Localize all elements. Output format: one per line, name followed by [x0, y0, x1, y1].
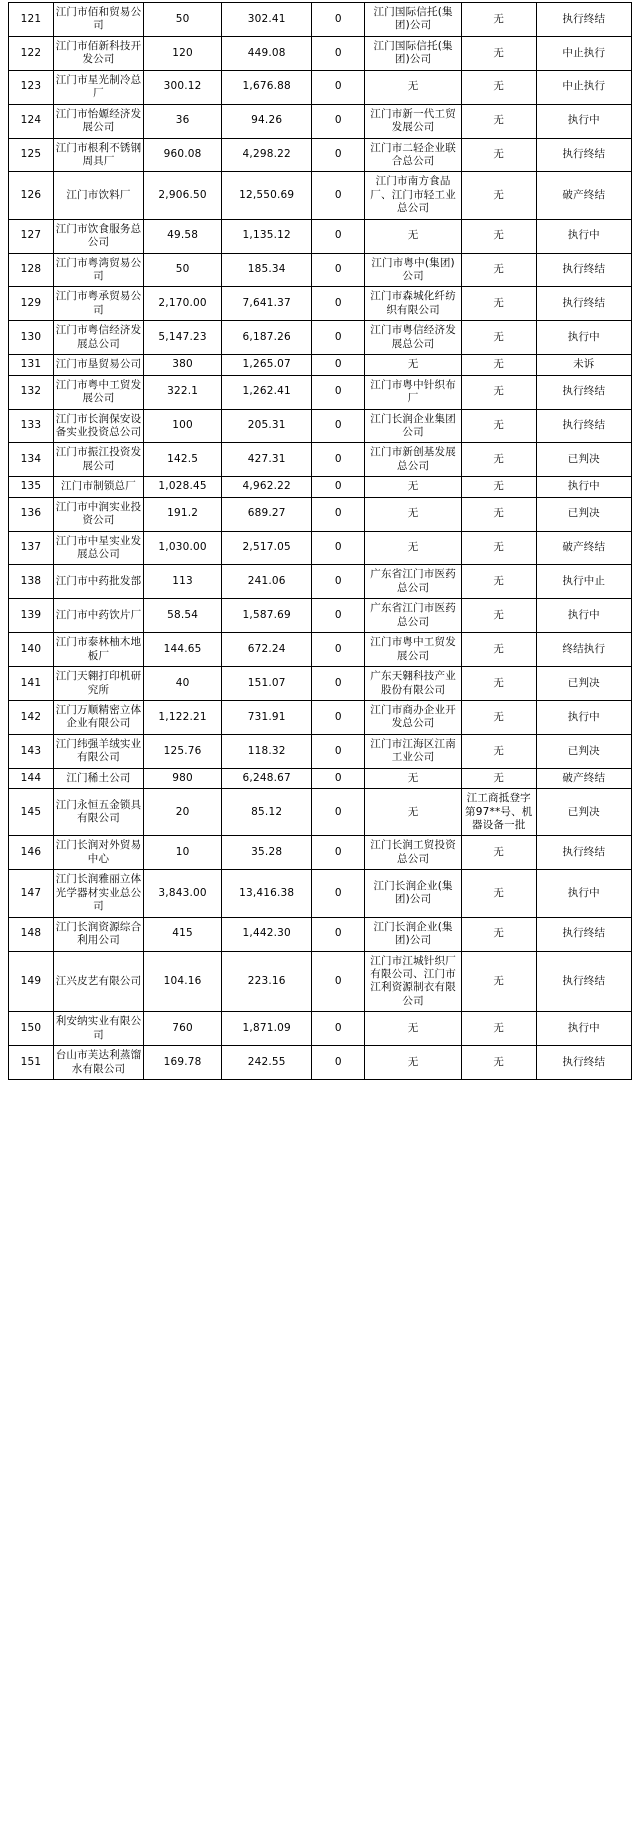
- debtor-table: [8, 2, 632, 1080]
- cell-case-status: 已判决: [536, 734, 631, 768]
- cell-debtor-name: 江门市粤信经济发展总公司: [53, 321, 143, 355]
- cell-debtor-name: 江门天翱打印机研究所: [53, 667, 143, 701]
- cell-mortgage: 无: [461, 870, 536, 917]
- cell-index: 123: [9, 70, 54, 104]
- cell-index: 138: [9, 565, 54, 599]
- cell-mortgage: 无: [461, 1012, 536, 1046]
- cell-mortgage: 无: [461, 531, 536, 565]
- cell-principal: 104.16: [144, 951, 222, 1012]
- cell-mortgage: 无: [461, 3, 536, 37]
- table-row: [9, 443, 632, 477]
- table-row: [9, 836, 632, 870]
- cell-interest: 0: [312, 172, 365, 219]
- cell-mortgage: 无: [461, 104, 536, 138]
- table-row: [9, 497, 632, 531]
- cell-guarantor: 江门长润工贸投资总公司: [365, 836, 462, 870]
- cell-mortgage: 无: [461, 172, 536, 219]
- cell-interest: 0: [312, 1012, 365, 1046]
- cell-mortgage: 无: [461, 355, 536, 375]
- table-body: [9, 3, 632, 1080]
- cell-principal: 142.5: [144, 443, 222, 477]
- cell-principal: 36: [144, 104, 222, 138]
- table-row: [9, 667, 632, 701]
- cell-case-status: 执行终结: [536, 253, 631, 287]
- cell-index: 139: [9, 599, 54, 633]
- cell-total-claim: 1,676.88: [222, 70, 312, 104]
- cell-debtor-name: 江门市振江投资发展公司: [53, 443, 143, 477]
- cell-index: 128: [9, 253, 54, 287]
- cell-debtor-name: 江门市粤承贸易公司: [53, 287, 143, 321]
- cell-debtor-name: 江门市粤湾贸易公司: [53, 253, 143, 287]
- cell-case-status: 执行中: [536, 870, 631, 917]
- cell-interest: 0: [312, 375, 365, 409]
- cell-case-status: 已判决: [536, 667, 631, 701]
- cell-mortgage: 无: [461, 565, 536, 599]
- cell-principal: 960.08: [144, 138, 222, 172]
- cell-principal: 50: [144, 3, 222, 37]
- cell-mortgage: 无: [461, 375, 536, 409]
- cell-total-claim: 185.34: [222, 253, 312, 287]
- cell-mortgage: 无: [461, 70, 536, 104]
- cell-case-status: 中止执行: [536, 36, 631, 70]
- table-row: [9, 633, 632, 667]
- cell-principal: 191.2: [144, 497, 222, 531]
- table-row: [9, 375, 632, 409]
- cell-guarantor: 广东天翱科技产业股份有限公司: [365, 667, 462, 701]
- cell-case-status: 执行中: [536, 599, 631, 633]
- cell-mortgage: 无: [461, 497, 536, 531]
- cell-guarantor: 江门市商办企业开发总公司: [365, 700, 462, 734]
- cell-interest: 0: [312, 497, 365, 531]
- cell-debtor-name: 江门市泰林柚木地板厂: [53, 633, 143, 667]
- cell-mortgage: 无: [461, 768, 536, 788]
- cell-interest: 0: [312, 138, 365, 172]
- cell-total-claim: 6,248.67: [222, 768, 312, 788]
- cell-principal: 1,122.21: [144, 700, 222, 734]
- cell-mortgage: 无: [461, 36, 536, 70]
- cell-mortgage: 无: [461, 287, 536, 321]
- cell-total-claim: 241.06: [222, 565, 312, 599]
- cell-guarantor: 无: [365, 789, 462, 836]
- cell-interest: 0: [312, 287, 365, 321]
- cell-principal: 3,843.00: [144, 870, 222, 917]
- table-row: [9, 253, 632, 287]
- cell-interest: 0: [312, 599, 365, 633]
- cell-principal: 300.12: [144, 70, 222, 104]
- cell-guarantor: 江门市新一代工贸发展公司: [365, 104, 462, 138]
- cell-debtor-name: 台山市芙达利蒸馏水有限公司: [53, 1046, 143, 1080]
- cell-interest: 0: [312, 104, 365, 138]
- cell-interest: 0: [312, 836, 365, 870]
- cell-index: 131: [9, 355, 54, 375]
- cell-debtor-name: 江门市粤中工贸发展公司: [53, 375, 143, 409]
- table-row: [9, 734, 632, 768]
- table-row: [9, 1046, 632, 1080]
- table-row: [9, 477, 632, 497]
- cell-mortgage: 无: [461, 951, 536, 1012]
- cell-guarantor: 无: [365, 355, 462, 375]
- cell-total-claim: 449.08: [222, 36, 312, 70]
- cell-guarantor: 无: [365, 1046, 462, 1080]
- cell-principal: 380: [144, 355, 222, 375]
- cell-principal: 760: [144, 1012, 222, 1046]
- cell-total-claim: 118.32: [222, 734, 312, 768]
- table-row: [9, 70, 632, 104]
- table-row: [9, 36, 632, 70]
- cell-debtor-name: 江门纬强羊绒实业有限公司: [53, 734, 143, 768]
- cell-case-status: 执行终结: [536, 375, 631, 409]
- cell-mortgage: 无: [461, 409, 536, 443]
- cell-total-claim: 4,298.22: [222, 138, 312, 172]
- cell-debtor-name: 江门市饮料厂: [53, 172, 143, 219]
- cell-debtor-name: 江门市饮食服务总公司: [53, 219, 143, 253]
- table-row: [9, 951, 632, 1012]
- cell-mortgage: 无: [461, 477, 536, 497]
- table-row: [9, 870, 632, 917]
- cell-case-status: 已判决: [536, 443, 631, 477]
- cell-total-claim: 35.28: [222, 836, 312, 870]
- cell-interest: 0: [312, 700, 365, 734]
- cell-principal: 10: [144, 836, 222, 870]
- cell-index: 129: [9, 287, 54, 321]
- cell-debtor-name: 江门市怡嫄经济发展公司: [53, 104, 143, 138]
- cell-index: 125: [9, 138, 54, 172]
- cell-mortgage: 无: [461, 667, 536, 701]
- cell-guarantor: 广东省江门市医药总公司: [365, 565, 462, 599]
- cell-debtor-name: 江门市制锁总厂: [53, 477, 143, 497]
- table-row: [9, 172, 632, 219]
- cell-interest: 0: [312, 219, 365, 253]
- cell-case-status: 执行中: [536, 1012, 631, 1046]
- cell-case-status: 破产终结: [536, 172, 631, 219]
- cell-principal: 100: [144, 409, 222, 443]
- cell-guarantor: 无: [365, 477, 462, 497]
- cell-mortgage: 无: [461, 138, 536, 172]
- cell-case-status: 执行中: [536, 321, 631, 355]
- cell-total-claim: 689.27: [222, 497, 312, 531]
- cell-principal: 50: [144, 253, 222, 287]
- cell-case-status: 执行终结: [536, 1046, 631, 1080]
- table-row: [9, 789, 632, 836]
- cell-principal: 113: [144, 565, 222, 599]
- cell-principal: 2,170.00: [144, 287, 222, 321]
- table-row: [9, 104, 632, 138]
- cell-guarantor: 江门长润企业集团公司: [365, 409, 462, 443]
- cell-index: 124: [9, 104, 54, 138]
- cell-index: 136: [9, 497, 54, 531]
- cell-debtor-name: 江门市长润保安设备实业投资总公司: [53, 409, 143, 443]
- cell-mortgage: 无: [461, 321, 536, 355]
- cell-interest: 0: [312, 253, 365, 287]
- cell-total-claim: 223.16: [222, 951, 312, 1012]
- cell-principal: 125.76: [144, 734, 222, 768]
- cell-total-claim: 205.31: [222, 409, 312, 443]
- cell-case-status: 破产终结: [536, 531, 631, 565]
- cell-index: 122: [9, 36, 54, 70]
- cell-case-status: 执行中止: [536, 565, 631, 599]
- cell-guarantor: 江门市二轻企业联合总公司: [365, 138, 462, 172]
- cell-guarantor: 江门市粤中针织布厂: [365, 375, 462, 409]
- cell-interest: 0: [312, 789, 365, 836]
- cell-debtor-name: 江门市佰新科技开发公司: [53, 36, 143, 70]
- cell-debtor-name: 江门市中星实业发展总公司: [53, 531, 143, 565]
- cell-debtor-name: 江门市中药批发部: [53, 565, 143, 599]
- cell-guarantor: 江门市新创基发展总公司: [365, 443, 462, 477]
- cell-interest: 0: [312, 70, 365, 104]
- table-row: [9, 531, 632, 565]
- table-row: [9, 700, 632, 734]
- cell-interest: 0: [312, 768, 365, 788]
- cell-guarantor: 江门市粤信经济发展总公司: [365, 321, 462, 355]
- cell-interest: 0: [312, 951, 365, 1012]
- cell-interest: 0: [312, 443, 365, 477]
- cell-debtor-name: 江门稀土公司: [53, 768, 143, 788]
- cell-case-status: 已判决: [536, 497, 631, 531]
- cell-case-status: 执行终结: [536, 951, 631, 1012]
- cell-principal: 20: [144, 789, 222, 836]
- cell-index: 145: [9, 789, 54, 836]
- cell-principal: 1,028.45: [144, 477, 222, 497]
- cell-guarantor: 无: [365, 497, 462, 531]
- cell-total-claim: 7,641.37: [222, 287, 312, 321]
- table-row: [9, 565, 632, 599]
- cell-total-claim: 731.91: [222, 700, 312, 734]
- table-row: [9, 219, 632, 253]
- cell-total-claim: 302.41: [222, 3, 312, 37]
- cell-interest: 0: [312, 870, 365, 917]
- cell-total-claim: 2,517.05: [222, 531, 312, 565]
- cell-index: 140: [9, 633, 54, 667]
- cell-interest: 0: [312, 633, 365, 667]
- cell-case-status: 执行中: [536, 219, 631, 253]
- cell-guarantor: 江门长润企业(集团)公司: [365, 917, 462, 951]
- cell-guarantor: 江门市南方食品厂、江门市轻工业总公司: [365, 172, 462, 219]
- cell-case-status: 执行终结: [536, 836, 631, 870]
- cell-mortgage: 无: [461, 253, 536, 287]
- cell-total-claim: 13,416.38: [222, 870, 312, 917]
- cell-interest: 0: [312, 355, 365, 375]
- cell-interest: 0: [312, 565, 365, 599]
- table-row: [9, 3, 632, 37]
- cell-index: 146: [9, 836, 54, 870]
- cell-guarantor: 无: [365, 70, 462, 104]
- cell-debtor-name: 江门长润资源综合利用公司: [53, 917, 143, 951]
- cell-guarantor: 无: [365, 531, 462, 565]
- cell-interest: 0: [312, 917, 365, 951]
- cell-index: 143: [9, 734, 54, 768]
- cell-debtor-name: 江门长润雅丽立体光学器材实业总公司: [53, 870, 143, 917]
- cell-interest: 0: [312, 531, 365, 565]
- cell-total-claim: 151.07: [222, 667, 312, 701]
- cell-case-status: 执行终结: [536, 409, 631, 443]
- cell-index: 148: [9, 917, 54, 951]
- cell-total-claim: 1,587.69: [222, 599, 312, 633]
- cell-principal: 144.65: [144, 633, 222, 667]
- cell-guarantor: 江门市江海区江南工业公司: [365, 734, 462, 768]
- cell-index: 141: [9, 667, 54, 701]
- cell-total-claim: 427.31: [222, 443, 312, 477]
- cell-index: 134: [9, 443, 54, 477]
- cell-debtor-name: 江门市垦贸易公司: [53, 355, 143, 375]
- cell-total-claim: 94.26: [222, 104, 312, 138]
- cell-principal: 169.78: [144, 1046, 222, 1080]
- cell-index: 135: [9, 477, 54, 497]
- cell-guarantor: 江门国际信托(集团)公司: [365, 3, 462, 37]
- cell-case-status: 执行终结: [536, 3, 631, 37]
- cell-principal: 980: [144, 768, 222, 788]
- cell-principal: 5,147.23: [144, 321, 222, 355]
- table-row: [9, 599, 632, 633]
- cell-case-status: 执行中: [536, 104, 631, 138]
- cell-case-status: 未诉: [536, 355, 631, 375]
- cell-total-claim: 6,187.26: [222, 321, 312, 355]
- cell-debtor-name: 江门市根利不锈钢周具厂: [53, 138, 143, 172]
- cell-guarantor: 江门市森城化纤纺织有限公司: [365, 287, 462, 321]
- cell-interest: 0: [312, 477, 365, 497]
- cell-index: 121: [9, 3, 54, 37]
- cell-mortgage: 无: [461, 836, 536, 870]
- cell-guarantor: 无: [365, 1012, 462, 1046]
- cell-total-claim: 1,262.41: [222, 375, 312, 409]
- cell-index: 132: [9, 375, 54, 409]
- cell-mortgage: 江工商抵登字第97**号、机器设备一批: [461, 789, 536, 836]
- cell-guarantor: 江门市江城针织厂有限公司、江门市江利资源制衣有限公司: [365, 951, 462, 1012]
- cell-case-status: 执行中: [536, 700, 631, 734]
- cell-debtor-name: 江门永恒五金锁具有限公司: [53, 789, 143, 836]
- cell-guarantor: 广东省江门市医药总公司: [365, 599, 462, 633]
- cell-case-status: 执行终结: [536, 287, 631, 321]
- cell-guarantor: 无: [365, 768, 462, 788]
- cell-interest: 0: [312, 3, 365, 37]
- cell-principal: 120: [144, 36, 222, 70]
- cell-index: 142: [9, 700, 54, 734]
- cell-debtor-name: 江门市中药饮片厂: [53, 599, 143, 633]
- cell-index: 127: [9, 219, 54, 253]
- cell-case-status: 终结执行: [536, 633, 631, 667]
- cell-index: 147: [9, 870, 54, 917]
- cell-guarantor: 无: [365, 219, 462, 253]
- cell-index: 137: [9, 531, 54, 565]
- cell-debtor-name: 江门长润对外贸易中心: [53, 836, 143, 870]
- cell-principal: 2,906.50: [144, 172, 222, 219]
- cell-guarantor: 江门国际信托(集团)公司: [365, 36, 462, 70]
- cell-case-status: 执行终结: [536, 138, 631, 172]
- cell-total-claim: 1,871.09: [222, 1012, 312, 1046]
- cell-principal: 322.1: [144, 375, 222, 409]
- cell-principal: 40: [144, 667, 222, 701]
- cell-debtor-name: 江门市佰和贸易公司: [53, 3, 143, 37]
- cell-debtor-name: 江门万顺精密立体企业有限公司: [53, 700, 143, 734]
- cell-interest: 0: [312, 36, 365, 70]
- cell-mortgage: 无: [461, 734, 536, 768]
- table-row: [9, 1012, 632, 1046]
- cell-debtor-name: 利安纳实业有限公司: [53, 1012, 143, 1046]
- cell-total-claim: 85.12: [222, 789, 312, 836]
- cell-debtor-name: 江门市星光制冷总厂: [53, 70, 143, 104]
- cell-interest: 0: [312, 321, 365, 355]
- table-row: [9, 409, 632, 443]
- cell-guarantor: 江门长润企业(集团)公司: [365, 870, 462, 917]
- cell-index: 144: [9, 768, 54, 788]
- cell-principal: 58.54: [144, 599, 222, 633]
- cell-total-claim: 1,135.12: [222, 219, 312, 253]
- cell-total-claim: 12,550.69: [222, 172, 312, 219]
- cell-index: 151: [9, 1046, 54, 1080]
- cell-mortgage: 无: [461, 443, 536, 477]
- cell-total-claim: 1,442.30: [222, 917, 312, 951]
- cell-mortgage: 无: [461, 633, 536, 667]
- cell-mortgage: 无: [461, 599, 536, 633]
- cell-interest: 0: [312, 409, 365, 443]
- table-row: [9, 355, 632, 375]
- cell-index: 150: [9, 1012, 54, 1046]
- cell-interest: 0: [312, 734, 365, 768]
- cell-debtor-name: 江兴皮艺有限公司: [53, 951, 143, 1012]
- cell-mortgage: 无: [461, 219, 536, 253]
- table-row: [9, 138, 632, 172]
- table-row: [9, 287, 632, 321]
- cell-total-claim: 4,962.22: [222, 477, 312, 497]
- cell-principal: 49.58: [144, 219, 222, 253]
- cell-mortgage: 无: [461, 1046, 536, 1080]
- cell-debtor-name: 江门市中润实业投资公司: [53, 497, 143, 531]
- cell-index: 130: [9, 321, 54, 355]
- cell-guarantor: 江门市粤中工贸发展公司: [365, 633, 462, 667]
- cell-principal: 1,030.00: [144, 531, 222, 565]
- cell-total-claim: 242.55: [222, 1046, 312, 1080]
- cell-mortgage: 无: [461, 917, 536, 951]
- cell-case-status: 已判决: [536, 789, 631, 836]
- cell-interest: 0: [312, 1046, 365, 1080]
- table-row: [9, 917, 632, 951]
- cell-index: 126: [9, 172, 54, 219]
- cell-total-claim: 1,265.07: [222, 355, 312, 375]
- cell-principal: 415: [144, 917, 222, 951]
- cell-guarantor: 江门市粤中(集团)公司: [365, 253, 462, 287]
- cell-case-status: 执行终结: [536, 917, 631, 951]
- table-row: [9, 768, 632, 788]
- cell-index: 133: [9, 409, 54, 443]
- cell-case-status: 破产终结: [536, 768, 631, 788]
- cell-case-status: 中止执行: [536, 70, 631, 104]
- cell-total-claim: 672.24: [222, 633, 312, 667]
- cell-interest: 0: [312, 667, 365, 701]
- cell-case-status: 执行中: [536, 477, 631, 497]
- cell-mortgage: 无: [461, 700, 536, 734]
- cell-index: 149: [9, 951, 54, 1012]
- table-row: [9, 321, 632, 355]
